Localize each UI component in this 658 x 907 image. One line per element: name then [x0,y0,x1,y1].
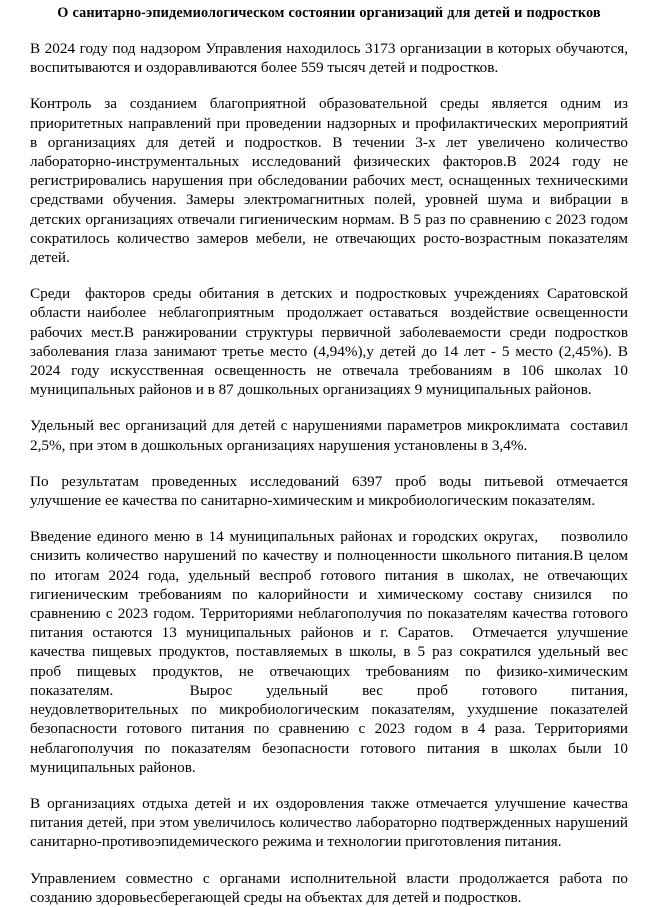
paragraph-drinking-water: По результатам проведенных исследований 6397 проб воды питьевой отмечается улучшение ее качества по санитарно-химическим и микробиологическим показателям. [30,472,632,510]
paragraph-health-saving-environment: Управлением совместно с органами исполнительной власти продолжается работа по созданию здоровьесберегающей среды на объектах для детей и подростков. [30,869,632,906]
paragraph-educational-environment-control: Контроль за созданием благоприятной образовательной среды является одним из приоритетных направлений при проведении надзорных и профилактических мероприятий в организациях для детей и подростков. В течении 3-х лет увеличено количество лабораторно-инструментальных исследований физических факторов.В 2024 году не регистрировались нарушения при обследовании рабочих мест, оснащенных техническими средствами обучения. Замеры электромагнитных полей, уровней шума и вибрации в детских организациях отвечали гигиеническим нормам. В 5 раз по сравнению с 2023 годом сократилось количество замеров мебели, не отвечающих росто-возрастным показателям детей. [30,95,632,267]
paragraph-school-nutrition: Введение единого меню в 14 муниципальных районах и городских округах, позволило снизить количество нарушений по качеству и полноценности школьного питания.В целом по итогам 2024 года, удельный веспроб готового питания в школах, не отвечающих гигиеническим требованиям по калорийности и химическому составу снизился по сравнению с 2023 годом. Территориями неблагополучия по показателям качества готового питания остаются 13 муниципальных районов и г. Саратов. Отмечается улучшение качества пищевых продуктов, поставляемых в школы, в 5 раз сократился удельный вес проб пищевых продуктов, не отвечающих требованиям по физико-химическим показателям. Вырос удельный вес проб готового питания, неудовлетворительных по микробиологическим показателям, ухудшение показателей безопасности готового питания по сравнению с 2023 годом в 4 раза. Территориями неблагополучия по показателям безопасности готового питания в школах были 10 муниципальных районов. [30,528,644,776]
document-body [30,39,644,907]
paragraph-recreation-organizations: В организациях отдыха детей и их оздоровления также отмечается улучшение качества питания детей, при этом увеличилось количество лабораторно подтвержденных нарушений санитарно-противоэпидемического режима и технологии приготовления питания. [30,794,632,851]
page-title: О санитарно-эпидемиологическом состоянии организаций для детей и подростков [57,5,601,21]
paragraph-supervised-organizations: В 2024 году под надзором Управления находилось 3173 организации в которых обучаются, воспитываются и оздоравливаются более 559 тысяч детей и подростков. [30,40,632,77]
paragraph-microclimate: Удельный вес организаций для детей с нарушениями параметров микроклимата составил 2,5%, при этом в дошкольных организациях нарушения установлены в 3,4%. [30,417,632,454]
paragraph-lighting-factors: Среди факторов среды обитания в детских и подростковых учреждениях Саратовской области наиболее неблагоприятным продолжает оставаться воздействие освещенности рабочих мест.В ранжировании структуры первичной заболеваемости среди подростков заболевания глаза занимают третье место (4,94%),у детей до 14 лет - 5 место (2,45%). В 2024 году искусственная освещенность не отвечала требованиям в 106 школах 10 муниципальных районов и в 87 дошкольных организациях 9 муниципальных районов. [30,285,632,399]
